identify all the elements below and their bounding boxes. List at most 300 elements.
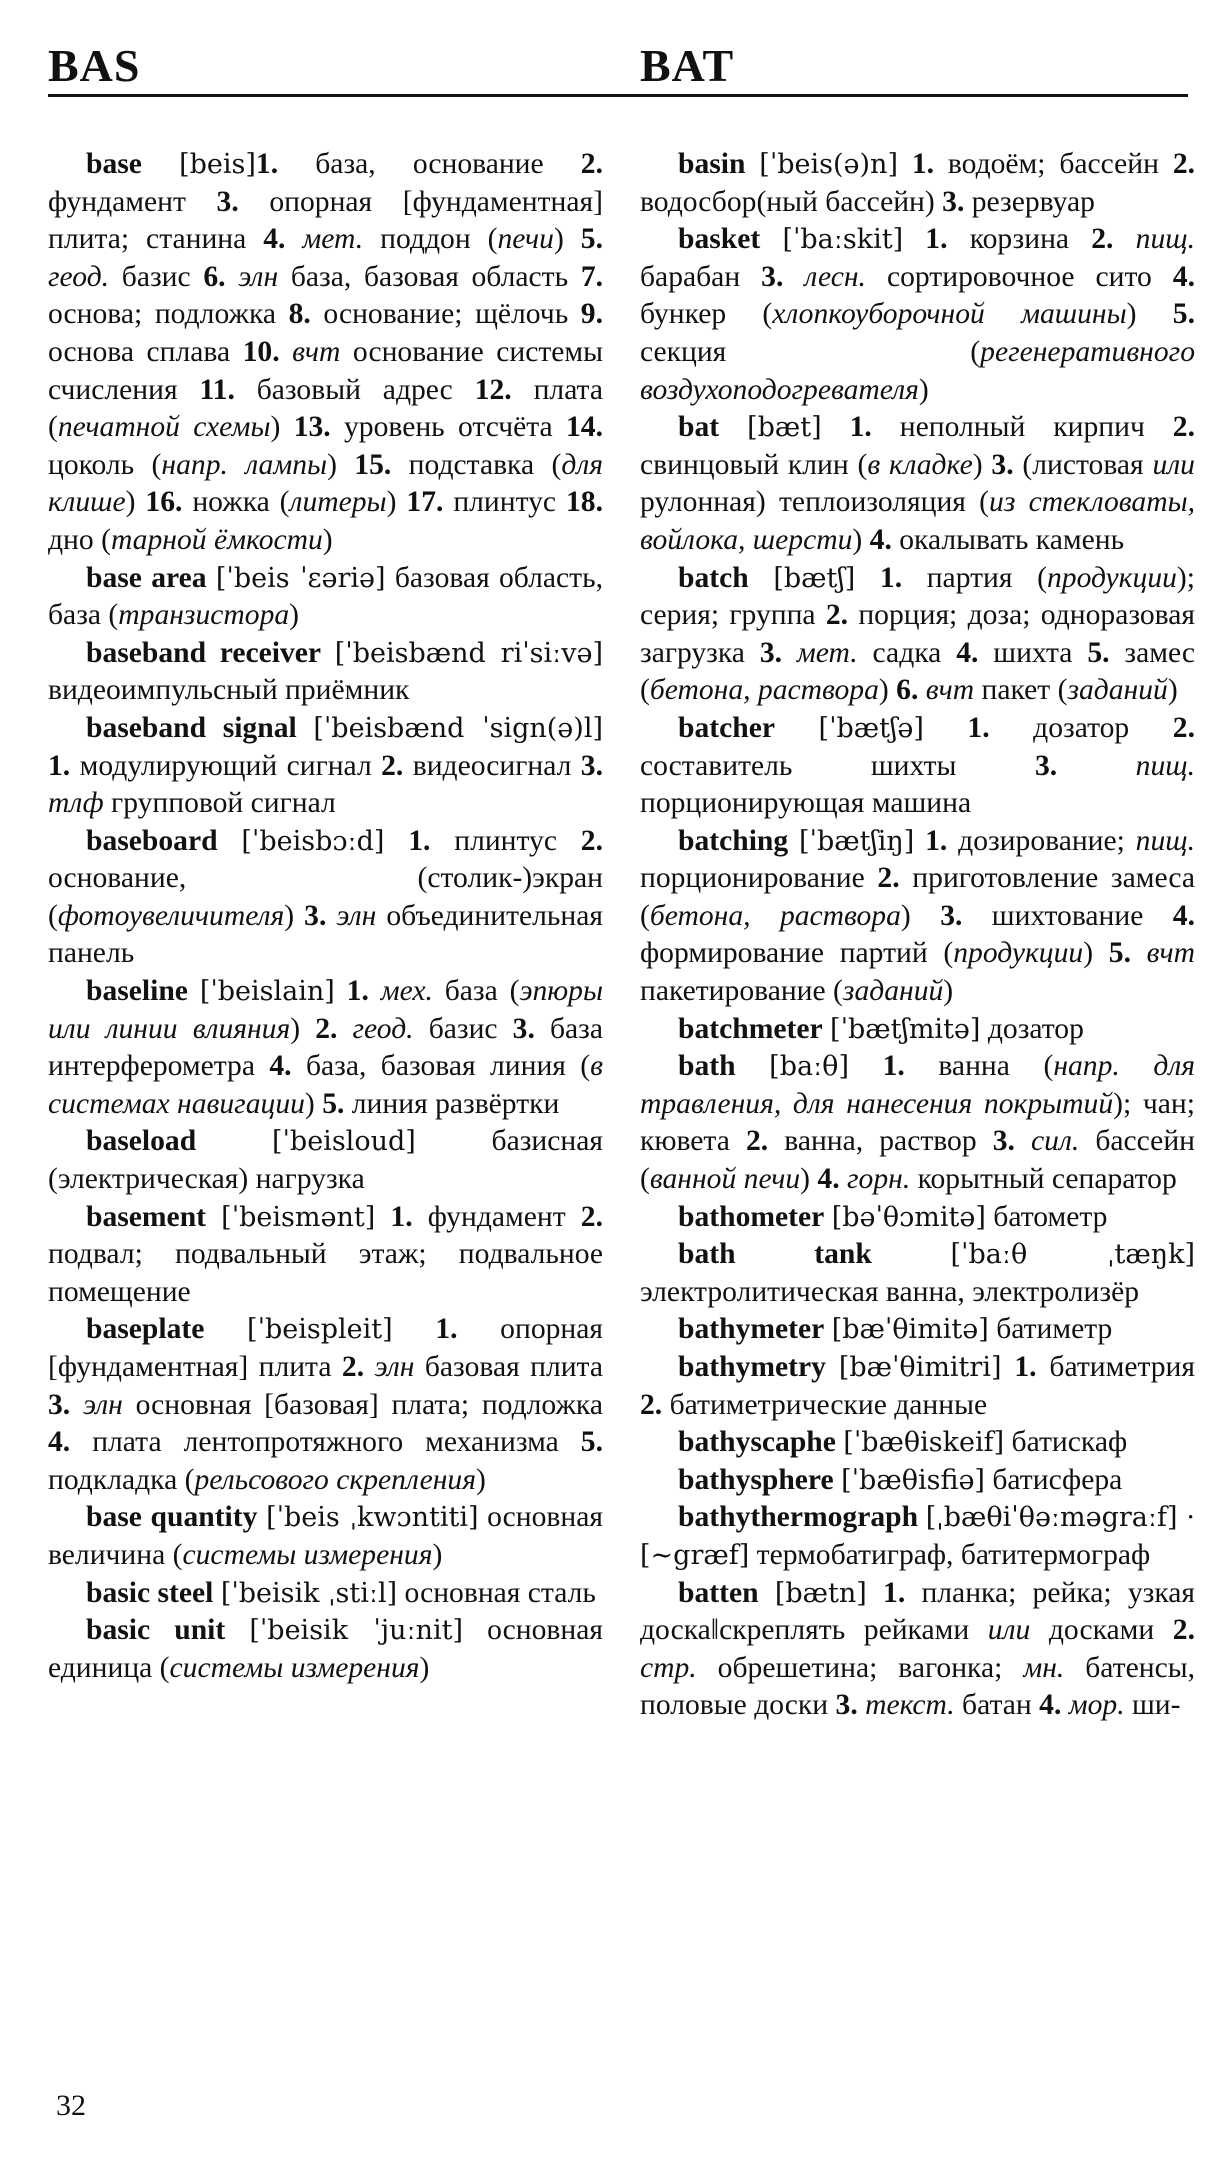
- definition-text: ): [432, 1538, 443, 1571]
- entry-headword: batch: [678, 561, 749, 594]
- sense-number: 14.: [566, 411, 603, 444]
- definition-text: электролитическая ванна, электролизёр: [640, 1275, 1140, 1308]
- sense-number: 1.: [375, 1200, 413, 1233]
- dictionary-entry: [640, 146, 1195, 221]
- definition-text: корытный сепаратор: [910, 1163, 1177, 1196]
- usage-label: продукции: [1046, 561, 1177, 594]
- sense-number: 4.: [269, 1050, 292, 1083]
- definition-text: цоколь (: [48, 448, 162, 481]
- definition-text: базисная (электрическая) нагрузка: [48, 1125, 603, 1196]
- sense-number: 4.: [817, 1163, 840, 1196]
- sense-number: 4.: [1039, 1689, 1062, 1722]
- sense-number: 5.: [580, 1426, 603, 1459]
- definition-text: садка: [857, 636, 957, 669]
- definition-text: ): [322, 523, 333, 556]
- sense-number: 2.: [877, 862, 900, 895]
- definition-text: ): [878, 674, 897, 707]
- definition-text: база, базовая линия (: [291, 1050, 591, 1083]
- sense-number: 16.: [145, 486, 183, 519]
- usage-label: или: [1152, 448, 1195, 481]
- definition-text: досками: [1030, 1614, 1173, 1647]
- sense-number: 1.: [334, 975, 369, 1008]
- usage-label: тарной ёмкости: [110, 523, 323, 556]
- entry-pronunciation: [ˈbæθiskeif]: [843, 1427, 1005, 1459]
- definition-text: видеоимпульсный приёмник: [48, 674, 410, 707]
- definition-text: подкладка (: [48, 1463, 195, 1496]
- sense-number: 1.: [255, 148, 279, 180]
- usage-label: мет.: [285, 223, 364, 256]
- dictionary-entry: [48, 1612, 603, 1687]
- definition-text: базовый адрес: [234, 373, 475, 406]
- definition-text: партия (: [902, 561, 1047, 594]
- definition-text: приготовление замеса (: [640, 862, 1195, 932]
- sense-number: 3.: [991, 448, 1014, 481]
- usage-label: вчт: [279, 335, 341, 368]
- entry-pronunciation: [ˈbeisik ˌstiːl]: [220, 1577, 398, 1609]
- sense-number: 3.: [940, 899, 963, 932]
- sense-number: 8.: [288, 298, 311, 331]
- definition-text: батиметрия: [1036, 1351, 1195, 1383]
- sense-number: 3.: [580, 749, 603, 782]
- dictionary-entry: [48, 823, 603, 973]
- definition-text: ): [900, 899, 941, 932]
- sense-number: 1.: [384, 824, 431, 857]
- sense-number: 4.: [48, 1426, 71, 1459]
- usage-label: мет.: [782, 636, 858, 669]
- definition-text: ванна (: [904, 1050, 1054, 1083]
- definition-text: ши-: [1124, 1689, 1181, 1722]
- dictionary-entry: [48, 1499, 603, 1574]
- entry-headword: basin: [678, 148, 746, 180]
- entry-pronunciation: [ˈbætʃə]: [818, 712, 924, 744]
- usage-label: или: [987, 1614, 1031, 1647]
- dictionary-entry: [640, 560, 1195, 710]
- usage-label: хлопкоуборочной машины: [772, 298, 1127, 331]
- entry-headword: batten: [678, 1576, 759, 1609]
- definition-text: видеосигнал: [403, 749, 581, 782]
- entry-pronunciation: [bəˈθɔmitə]: [831, 1201, 986, 1233]
- sense-number: 3.: [835, 1689, 858, 1722]
- definition-text: сортировочное сито: [865, 260, 1173, 293]
- entry-headword: bathysphere: [678, 1463, 834, 1496]
- sense-number: 2.: [1091, 223, 1114, 256]
- definition-text: опорная [фундаментная] плита: [48, 1313, 603, 1383]
- sense-number: 6.: [203, 260, 226, 293]
- dictionary-entry: [640, 1236, 1195, 1311]
- entry-headword: baseband receiver: [86, 636, 322, 669]
- sense-number: 13.: [293, 411, 331, 444]
- sense-number: 5.: [1087, 636, 1110, 669]
- usage-label: пищ.: [1113, 223, 1195, 256]
- usage-label: сил.: [1014, 1125, 1080, 1158]
- definition-text: основная величина (: [48, 1501, 603, 1571]
- definition-text: планка; рейка; узкая доска‖скреплять рейками: [640, 1576, 1196, 1647]
- definition-text: рулонная) теплоизоляция (: [640, 486, 990, 519]
- sense-number: 1.: [855, 561, 903, 594]
- sense-number: 3.: [759, 636, 783, 669]
- sense-number: 2.: [745, 1125, 769, 1158]
- dictionary-entry: [640, 823, 1195, 1011]
- definition-text: ); серия; группа: [640, 561, 1195, 632]
- sense-number: 5.: [580, 223, 603, 256]
- sense-number: 1.: [48, 749, 71, 782]
- dictionary-entry: [48, 146, 603, 560]
- entry-pronunciation: [ˈbeisbænd ˈsign(ə)l]: [313, 712, 603, 744]
- definition-text: батиметрические данные: [662, 1388, 988, 1421]
- definition-text: база, базовая область: [278, 260, 581, 293]
- dictionary-entry: [48, 1311, 603, 1499]
- sense-number: 7.: [580, 260, 604, 293]
- definition-text: пакетирование (: [640, 975, 843, 1008]
- entry-pronunciation: [ˈbeisbænd riˈsiːvə]: [334, 637, 603, 669]
- definition-text: опорная [фундаментная] плита; станина: [48, 185, 603, 256]
- definition-text: линия развёртки: [344, 1087, 560, 1120]
- usage-label: вчт: [1130, 937, 1195, 970]
- definition-text: ): [304, 1087, 323, 1120]
- entry-pronunciation: [baːθ]: [769, 1051, 849, 1083]
- sense-number: 1.: [914, 824, 948, 857]
- definition-text: корзина: [947, 223, 1092, 256]
- definition-text: дно (: [48, 523, 111, 556]
- dictionary-entry: [640, 1499, 1195, 1574]
- entry-headword: base: [86, 148, 142, 180]
- usage-label: регенеративного воздухоподогревателя: [640, 335, 1195, 406]
- definition-text: ): [125, 486, 146, 519]
- definition-text: порционирование: [640, 862, 878, 895]
- sense-number: 15.: [354, 448, 392, 481]
- sense-number: 2.: [1172, 148, 1196, 180]
- definition-text: групповой сигнал: [103, 787, 336, 820]
- usage-label: для клише: [48, 448, 603, 519]
- usage-label: тлф: [48, 787, 104, 820]
- sense-number: 5.: [1172, 298, 1195, 331]
- entry-headword: bathyscaphe: [678, 1426, 836, 1459]
- usage-label: вчт: [918, 674, 975, 707]
- dictionary-entry: [640, 1424, 1195, 1462]
- usage-label: системы измерения: [182, 1538, 433, 1571]
- definition-text: ): [475, 1463, 486, 1496]
- usage-label: пищ.: [1135, 824, 1195, 857]
- usage-label: заданий: [1067, 674, 1168, 707]
- sense-number: 3.: [304, 899, 327, 932]
- sense-number: 17.: [406, 486, 444, 519]
- usage-label: элн: [225, 260, 279, 293]
- definition-text: ): [553, 223, 581, 256]
- sense-number: 4.: [263, 223, 286, 256]
- dictionary-entry: [48, 1199, 603, 1312]
- dictionary-entry: [640, 409, 1195, 559]
- definition-text: базовая плита: [414, 1351, 603, 1383]
- entry-headword: batching: [678, 824, 789, 857]
- running-head-right: BAT: [640, 40, 735, 91]
- entry-pronunciation: [ˈbætʃmitə]: [830, 1013, 981, 1045]
- definition-text: ванна, раствор: [768, 1125, 993, 1158]
- definition-text: плата лентопротяжного механизма: [70, 1426, 581, 1459]
- usage-label: ванной печи: [649, 1163, 801, 1196]
- entry-pronunciation: [ˈbeisik ˈjuːnit]: [249, 1615, 464, 1647]
- usage-label: геод.: [48, 260, 110, 293]
- definition-text: бункер (: [640, 298, 773, 331]
- sense-number: 4.: [1172, 260, 1195, 293]
- definition-text: ): [290, 1012, 316, 1045]
- usage-label: эпюры или линии влияния: [48, 975, 604, 1045]
- definition-text: батиметр: [988, 1313, 1113, 1346]
- definition-text: бассейн (: [640, 1125, 1195, 1196]
- entry-pronunciation: [bæt]: [747, 412, 822, 444]
- definition-text: батометр: [985, 1200, 1108, 1233]
- sense-number: 2.: [580, 1200, 603, 1233]
- definition-text: (листовая: [1013, 448, 1153, 481]
- definition-text: ): [419, 1651, 430, 1684]
- usage-label: элн: [364, 1351, 415, 1383]
- definition-text: секция (: [640, 335, 981, 368]
- usage-label: литеры: [289, 486, 387, 519]
- definition-text: ): [918, 373, 929, 406]
- definition-text: термобатиграф, батитермограф: [749, 1538, 1151, 1571]
- definition-text: ): [284, 899, 305, 932]
- sense-number: 2.: [1172, 411, 1195, 444]
- definition-text: база (: [432, 975, 520, 1008]
- sense-number: 2.: [341, 1351, 365, 1383]
- entry-pronunciation: [bæˈθimitə]: [831, 1314, 989, 1346]
- definition-text: барабан: [640, 260, 762, 293]
- dictionary-entry: [48, 1123, 603, 1198]
- definition-text: свинцовый клин (: [640, 448, 868, 481]
- definition-text: подставка (: [391, 448, 562, 481]
- entry-headword: bathythermograph: [678, 1501, 919, 1534]
- sense-number: 4.: [1172, 899, 1195, 932]
- usage-label: продукции: [953, 937, 1084, 970]
- entry-pronunciation: [ˈbeisbɔːd]: [241, 825, 385, 857]
- entry-headword: baseband signal: [86, 711, 297, 744]
- definition-text: объединительная панель: [48, 899, 603, 970]
- sense-number: 1.: [866, 1576, 906, 1609]
- sense-number: 12.: [474, 373, 512, 406]
- definition-text: дозатор: [980, 1012, 1084, 1045]
- sense-number: 4.: [869, 523, 892, 556]
- definition-text: уровень отсчёта: [330, 411, 566, 444]
- entry-pronunciation: [ˈbaːθ ˌtæŋk]: [950, 1239, 1195, 1271]
- definition-text: дозатор: [989, 711, 1173, 744]
- entry-pronunciation: [bætn]: [774, 1577, 867, 1609]
- usage-label: печатной схемы: [57, 411, 271, 444]
- entry-pronunciation: [ˈbætʃiŋ]: [798, 825, 915, 857]
- sense-number: 2.: [381, 749, 404, 782]
- running-head-left: BAS: [48, 40, 141, 91]
- definition-text: модулирующий сигнал: [70, 749, 382, 782]
- definition-text: основание, (столик-)экран (: [48, 862, 603, 932]
- entry-headword: bathymetry: [678, 1351, 826, 1383]
- sense-number: 5.: [322, 1087, 345, 1120]
- definition-text: формирование партий (: [640, 937, 954, 970]
- definition-text: пакет (: [974, 674, 1068, 707]
- definition-text: батан: [954, 1689, 1040, 1722]
- sense-number: 10.: [242, 335, 280, 368]
- sense-number: 3.: [512, 1012, 535, 1045]
- definition-text: плинтус: [443, 486, 566, 519]
- usage-label: горн.: [839, 1163, 911, 1196]
- definition-text: основная сталь: [397, 1576, 596, 1609]
- definition-text: замес (: [640, 636, 1195, 707]
- definition-text: батенсы, половые доски: [640, 1651, 1195, 1722]
- definition-text: ): [1126, 298, 1173, 331]
- definition-text: база, основание: [278, 148, 581, 180]
- entry-headword: batcher: [678, 711, 775, 744]
- definition-text: порционирующая машина: [640, 787, 972, 820]
- entry-headword: bath: [678, 1050, 736, 1083]
- usage-label: печи: [497, 223, 554, 256]
- dictionary-entry: [640, 1048, 1195, 1198]
- sense-number: 1.: [1001, 1351, 1037, 1383]
- dictionary-entry: [48, 1575, 603, 1613]
- entry-headword: baseplate: [86, 1313, 205, 1346]
- usage-label: элн: [70, 1388, 123, 1421]
- usage-label: лесн.: [783, 260, 866, 293]
- dictionary-entry: [640, 710, 1195, 823]
- entry-headword: bat: [678, 411, 720, 444]
- entry-headword: basic steel: [86, 1576, 214, 1609]
- usage-label: в кладке: [867, 448, 973, 481]
- sense-number: 3.: [942, 185, 965, 218]
- definition-text: базис: [413, 1012, 513, 1045]
- left-column: [48, 146, 603, 1687]
- sense-number: 2.: [825, 599, 849, 632]
- entry-pronunciation: [bæˈθimitri]: [838, 1352, 1002, 1383]
- usage-label: в системах навигации: [48, 1050, 604, 1120]
- definition-text: основа; подложка: [48, 298, 289, 331]
- definition-text: основание; щёлочь: [310, 298, 581, 331]
- usage-label: заданий: [842, 975, 944, 1008]
- sense-number: 1.: [821, 411, 872, 444]
- entry-pronunciation: [ˈbeismənt]: [221, 1201, 376, 1233]
- usage-label: стр.: [640, 1651, 697, 1684]
- definition-text: ножка (: [182, 486, 290, 519]
- usage-label: элн: [326, 899, 377, 932]
- sense-number: 11.: [199, 373, 235, 406]
- entry-pronunciation: [ˈbeis ˈɛəriə]: [215, 562, 386, 594]
- definition-text: ): [943, 975, 954, 1008]
- dictionary-entry: [640, 1199, 1195, 1237]
- dictionary-entry: [640, 1349, 1195, 1424]
- dictionary-entry: [640, 1462, 1195, 1500]
- definition-text: базис: [109, 260, 204, 293]
- usage-label: текст.: [857, 1689, 955, 1722]
- sense-number: 2.: [1172, 1614, 1195, 1647]
- definition-text: основа сплава: [48, 335, 243, 368]
- entry-pronunciation: [ˌbæθiˈθəːməgraːf] · [∼græf]: [640, 1502, 1195, 1571]
- definition-text: база интерферометра: [48, 1012, 604, 1083]
- running-head: [48, 38, 1188, 97]
- sense-number: 1.: [848, 1050, 905, 1083]
- dictionary-entry: [48, 560, 603, 635]
- usage-label: рельсового скрепления: [194, 1463, 476, 1496]
- definition-text: порция; доза; одноразовая загрузка: [640, 599, 1195, 669]
- entry-pronunciation: [ˈbaːskit]: [782, 224, 904, 256]
- dictionary-entry: [640, 1311, 1195, 1349]
- sense-number: 4.: [956, 636, 979, 669]
- definition-text: плинтус: [430, 824, 581, 857]
- dictionary-entry: [640, 1011, 1195, 1049]
- definition-text: ): [800, 1163, 818, 1196]
- sense-number: 3.: [761, 260, 784, 293]
- definition-text: базовая область, база (: [48, 561, 603, 632]
- definition-text: составитель шихты: [640, 749, 1035, 782]
- entry-pronunciation: [ˈbeis(ə)n]: [759, 149, 898, 180]
- entry-pronunciation: [ˈbæθisfiə]: [841, 1464, 985, 1496]
- entry-pronunciation: [ˈbeislain]: [199, 976, 335, 1008]
- definition-text: фундамент: [412, 1200, 581, 1233]
- page-number: 32: [56, 2089, 86, 2122]
- definition-text: водоём; бассейн: [934, 148, 1173, 180]
- definition-text: батисфера: [984, 1463, 1123, 1496]
- entry-headword: baseboard: [86, 824, 218, 857]
- definition-text: неполный кирпич: [871, 411, 1173, 444]
- dictionary-entry: [640, 1575, 1195, 1725]
- entry-headword: basement: [86, 1200, 207, 1233]
- sense-number: 6.: [896, 674, 919, 707]
- usage-label: бетона, раствора: [649, 899, 901, 932]
- definition-text: окалывать камень: [891, 523, 1125, 556]
- sense-number: 2.: [580, 148, 603, 180]
- entry-headword: baseload: [86, 1125, 197, 1158]
- usage-label: мор.: [1061, 1689, 1125, 1722]
- definition-text: ); чан; кювета: [640, 1087, 1195, 1158]
- definition-text: батискаф: [1004, 1426, 1128, 1459]
- definition-text: основная единица (: [48, 1614, 603, 1684]
- sense-number: 2.: [315, 1012, 338, 1045]
- sense-number: 1.: [903, 223, 948, 256]
- sense-number: 2.: [580, 824, 603, 857]
- usage-label: бетона, раствора: [649, 674, 879, 707]
- entry-pronunciation: [ˈbeispleit]: [247, 1314, 393, 1346]
- sense-number: 1.: [392, 1313, 458, 1346]
- entry-headword: base quantity: [86, 1501, 258, 1534]
- definition-text: поддон (: [363, 223, 498, 256]
- entry-headword: basic unit: [86, 1614, 226, 1647]
- definition-text: подвал; подвальный этаж; подвальное помещение: [48, 1238, 603, 1308]
- sense-number: 2.: [640, 1388, 663, 1421]
- dictionary-entry: [48, 710, 603, 823]
- sense-number: 5.: [1108, 937, 1131, 970]
- definition-text: шихтование: [962, 899, 1173, 932]
- sense-number: 3.: [216, 185, 239, 218]
- entry-headword: batchmeter: [678, 1012, 823, 1045]
- sense-number: 9.: [580, 298, 603, 331]
- usage-label: пищ.: [1057, 749, 1195, 782]
- definition-text: шихта: [978, 636, 1088, 669]
- definition-text: основание системы счисления: [48, 335, 604, 406]
- entry-pronunciation: [ˈbeisloud]: [271, 1126, 416, 1158]
- definition-text: водосбор(ный бассейн): [640, 185, 943, 218]
- entry-pronunciation: [beis]: [179, 149, 256, 180]
- entry-headword: bathometer: [678, 1200, 825, 1233]
- definition-text: ): [386, 486, 407, 519]
- dictionary-entry: [48, 635, 603, 710]
- usage-label: геод.: [337, 1012, 414, 1045]
- usage-label: мех.: [368, 975, 433, 1008]
- definition-text: ): [1167, 674, 1178, 707]
- definition-text: ): [972, 448, 992, 481]
- sense-number: 3.: [1034, 749, 1058, 782]
- dictionary-entry: [640, 221, 1195, 409]
- definition-text: основная [базовая] плата; подложка: [122, 1388, 603, 1421]
- entry-headword: basket: [678, 223, 761, 256]
- entry-headword: bath tank: [678, 1238, 872, 1271]
- right-column: [640, 146, 1195, 1725]
- usage-label: транзистора: [118, 599, 290, 632]
- usage-label: мн.: [1023, 1651, 1065, 1684]
- entry-pronunciation: [bætʃ]: [773, 562, 856, 594]
